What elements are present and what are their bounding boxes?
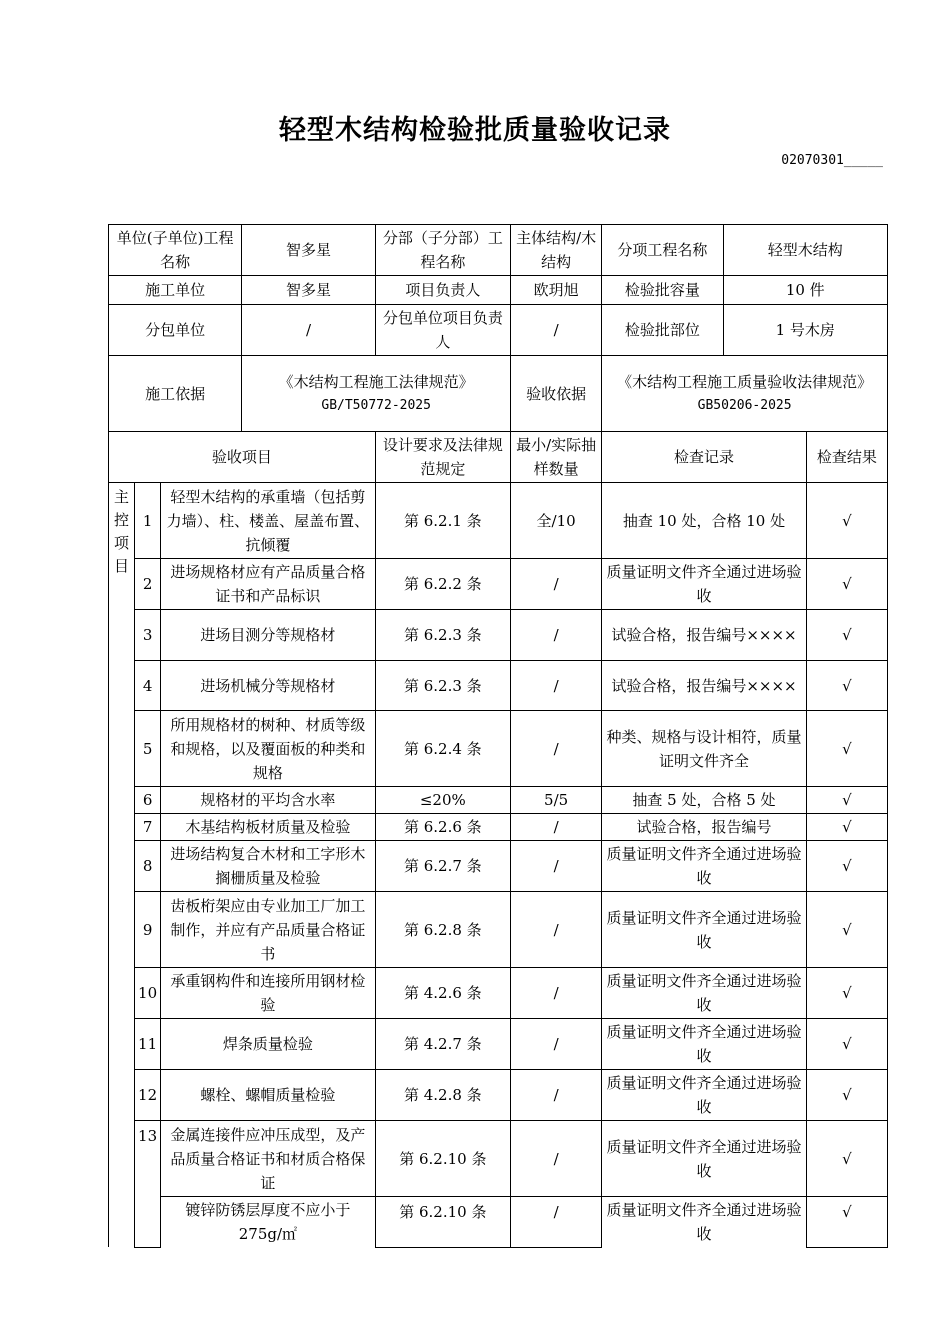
table-row [109,968,888,1019]
row-requirement: 第 6.2.7 条 [375,841,510,892]
pm-label: 项目负责人 [375,276,510,305]
division-value: 主体结构/木结构 [511,225,602,276]
row-requirement: 第 6.2.8 条 [375,892,510,968]
row-record: 质量证明文件齐全通过进场验收 [602,892,807,968]
part-label: 检验批部位 [602,305,723,356]
row-result: √ [806,968,887,1019]
row-number: 9 [135,892,161,968]
row-number: 11 [135,1019,161,1070]
row-sample: 全/10 [511,483,602,559]
row-sample: / [511,1070,602,1121]
constructor-label: 施工单位 [109,276,242,305]
subcontractor-value: / [242,305,375,356]
table-row [109,661,888,711]
row-number: 12 [135,1070,161,1121]
page-title: 轻型木结构检验批质量验收记录 [279,115,671,146]
basis-value [242,356,511,432]
row-sample: / [511,892,602,968]
row-sample: / [511,661,602,711]
acceptance-table [108,224,888,1248]
header-row-3 [109,305,888,356]
row-item: 规格材的平均含水率 [161,787,376,814]
accept-standard-name: 《木结构工程施工质量验收法律规范》 [617,372,873,391]
row-item: 进场机械分等规格材 [161,661,376,711]
row-requirement: 第 6.2.3 条 [375,661,510,711]
constructor-value: 智多星 [242,276,375,305]
row-sample: / [511,968,602,1019]
table-row [109,787,888,814]
row-requirement: 第 6.2.1 条 [375,483,510,559]
row-requirement: 第 4.2.8 条 [375,1070,510,1121]
row-requirement: 第 6.2.3 条 [375,610,510,661]
row-sample: / [511,559,602,610]
col-record: 检查记录 [602,432,807,483]
col-item: 验收项目 [109,432,376,483]
row-number: 7 [135,814,161,841]
row-sample: / [511,711,602,787]
table-row [109,483,888,559]
header-row-1 [109,225,888,276]
table-row [109,711,888,787]
basis-standard-code: GB/T50772-2025 [321,397,431,413]
capacity-label: 检验批容量 [602,276,723,305]
row-item: 进场结构复合木材和工字形木搁栅质量及检验 [161,841,376,892]
row-item: 进场目测分等规格材 [161,610,376,661]
col-sample: 最小/实际抽样数量 [511,432,602,483]
header-row-4 [109,356,888,432]
table-row [109,1019,888,1070]
subitem-label: 分项工程名称 [602,225,723,276]
row-result: √ [806,1070,887,1121]
table-row [109,841,888,892]
header-row-2 [109,276,888,305]
row-result: √ [806,1121,887,1197]
row-result: √ [806,841,887,892]
table-row [109,559,888,610]
accept-standard-code: GB50206-2025 [697,397,792,413]
row-requirement: 第 6.2.2 条 [375,559,510,610]
sub-pm-value: / [511,305,602,356]
row-number: 2 [135,559,161,610]
row-result: √ [806,483,887,559]
row-result: √ [806,1019,887,1070]
row-record: 试验合格，报告编号×××× [602,661,807,711]
row-record: 抽查 5 处，合格 5 处 [602,787,807,814]
table-row [109,1070,888,1121]
row-record: 质量证明文件齐全通过进场验收 [602,1197,807,1248]
subcontractor-label: 分包单位 [109,305,242,356]
row-result: √ [806,610,887,661]
row-record: 种类、规格与设计相符，质量证明文件齐全 [602,711,807,787]
row-record: 试验合格，报告编号 [602,814,807,841]
row-item: 所用规格材的树种、材质等级和规格，以及覆面板的种类和规格 [161,711,376,787]
subitem-value: 轻型木结构 [723,225,887,276]
row-item: 螺栓、螺帽质量检验 [161,1070,376,1121]
row-item: 齿板桁架应由专业加工厂加工制作，并应有产品质量合格证书 [161,892,376,968]
column-header-row [109,432,888,483]
row-record: 质量证明文件齐全通过进场验收 [602,841,807,892]
row-result: √ [806,787,887,814]
row-record: 质量证明文件齐全通过进场验收 [602,1070,807,1121]
row-item: 承重钢构件和连接所用钢材检验 [161,968,376,1019]
row-number: 10 [135,968,161,1019]
row-number: 6 [135,787,161,814]
unit-label: 单位(子单位)工程名称 [109,225,242,276]
row-result: √ [806,892,887,968]
row-sample: / [511,814,602,841]
row-sample: / [511,610,602,661]
row-requirement: 第 6.2.6 条 [375,814,510,841]
row-record: 质量证明文件齐全通过进场验收 [602,968,807,1019]
row-sample: / [511,1019,602,1070]
row-record: 质量证明文件齐全通过进场验收 [602,1019,807,1070]
row-result: √ [806,661,887,711]
unit-value: 智多星 [242,225,375,276]
accept-basis-value [602,356,888,432]
row-number: 8 [135,841,161,892]
row-record: 抽查 10 处，合格 10 处 [602,483,807,559]
row-item: 金属连接件应冲压成型，及产品质量合格证书和材质合格保证 [161,1121,376,1197]
form-code: 02070301_____ [781,153,883,168]
row-number: 4 [135,661,161,711]
basis-label: 施工依据 [109,356,242,432]
row-sample: 5/5 [511,787,602,814]
row-record: 试验合格，报告编号×××× [602,610,807,661]
row-record: 质量证明文件齐全通过进场验收 [602,559,807,610]
row-number: 5 [135,711,161,787]
row-record: 质量证明文件齐全通过进场验收 [602,1121,807,1197]
capacity-value: 10 件 [723,276,887,305]
row-requirement: 第 6.2.10 条 [375,1121,510,1197]
row-requirement: 第 4.2.7 条 [375,1019,510,1070]
sub-pm-label: 分包单位项目负责人 [375,305,510,356]
col-result: 检查结果 [806,432,887,483]
table-row [109,814,888,841]
row-sample: / [511,1121,602,1197]
row-requirement: ≤20% [375,787,510,814]
section-label: 主控项目 [109,483,135,1248]
row-sample: / [511,841,602,892]
part-value: 1 号木房 [723,305,887,356]
row-requirement: 第 4.2.6 条 [375,968,510,1019]
col-requirement: 设计要求及法律规范规定 [375,432,510,483]
row-requirement: 第 6.2.4 条 [375,711,510,787]
row-result: √ [806,1197,887,1248]
basis-standard-name: 《木结构工程施工法律规范》 [278,372,474,391]
table-row [109,1197,888,1248]
row-result: √ [806,814,887,841]
row-item: 焊条质量检验 [161,1019,376,1070]
row-number: 3 [135,610,161,661]
division-label: 分部（子分部）工程名称 [375,225,510,276]
row-number: 1 [135,483,161,559]
row-item: 镀锌防锈层厚度不应小于 275g/㎡ [161,1197,376,1248]
table-row [109,610,888,661]
row-result: √ [806,559,887,610]
row-result: √ [806,711,887,787]
row-number: 13 [135,1121,161,1248]
row-requirement: 第 6.2.10 条 [375,1197,510,1248]
table-row [109,1121,888,1197]
accept-basis-label: 验收依据 [511,356,602,432]
row-item: 木基结构板材质量及检验 [161,814,376,841]
row-item: 进场规格材应有产品质量合格证书和产品标识 [161,559,376,610]
pm-value: 欧玥旭 [511,276,602,305]
row-item: 轻型木结构的承重墙（包括剪力墙）、柱、楼盖、屋盖布置、抗倾覆 [161,483,376,559]
table-row [109,892,888,968]
row-sample: / [511,1197,602,1248]
